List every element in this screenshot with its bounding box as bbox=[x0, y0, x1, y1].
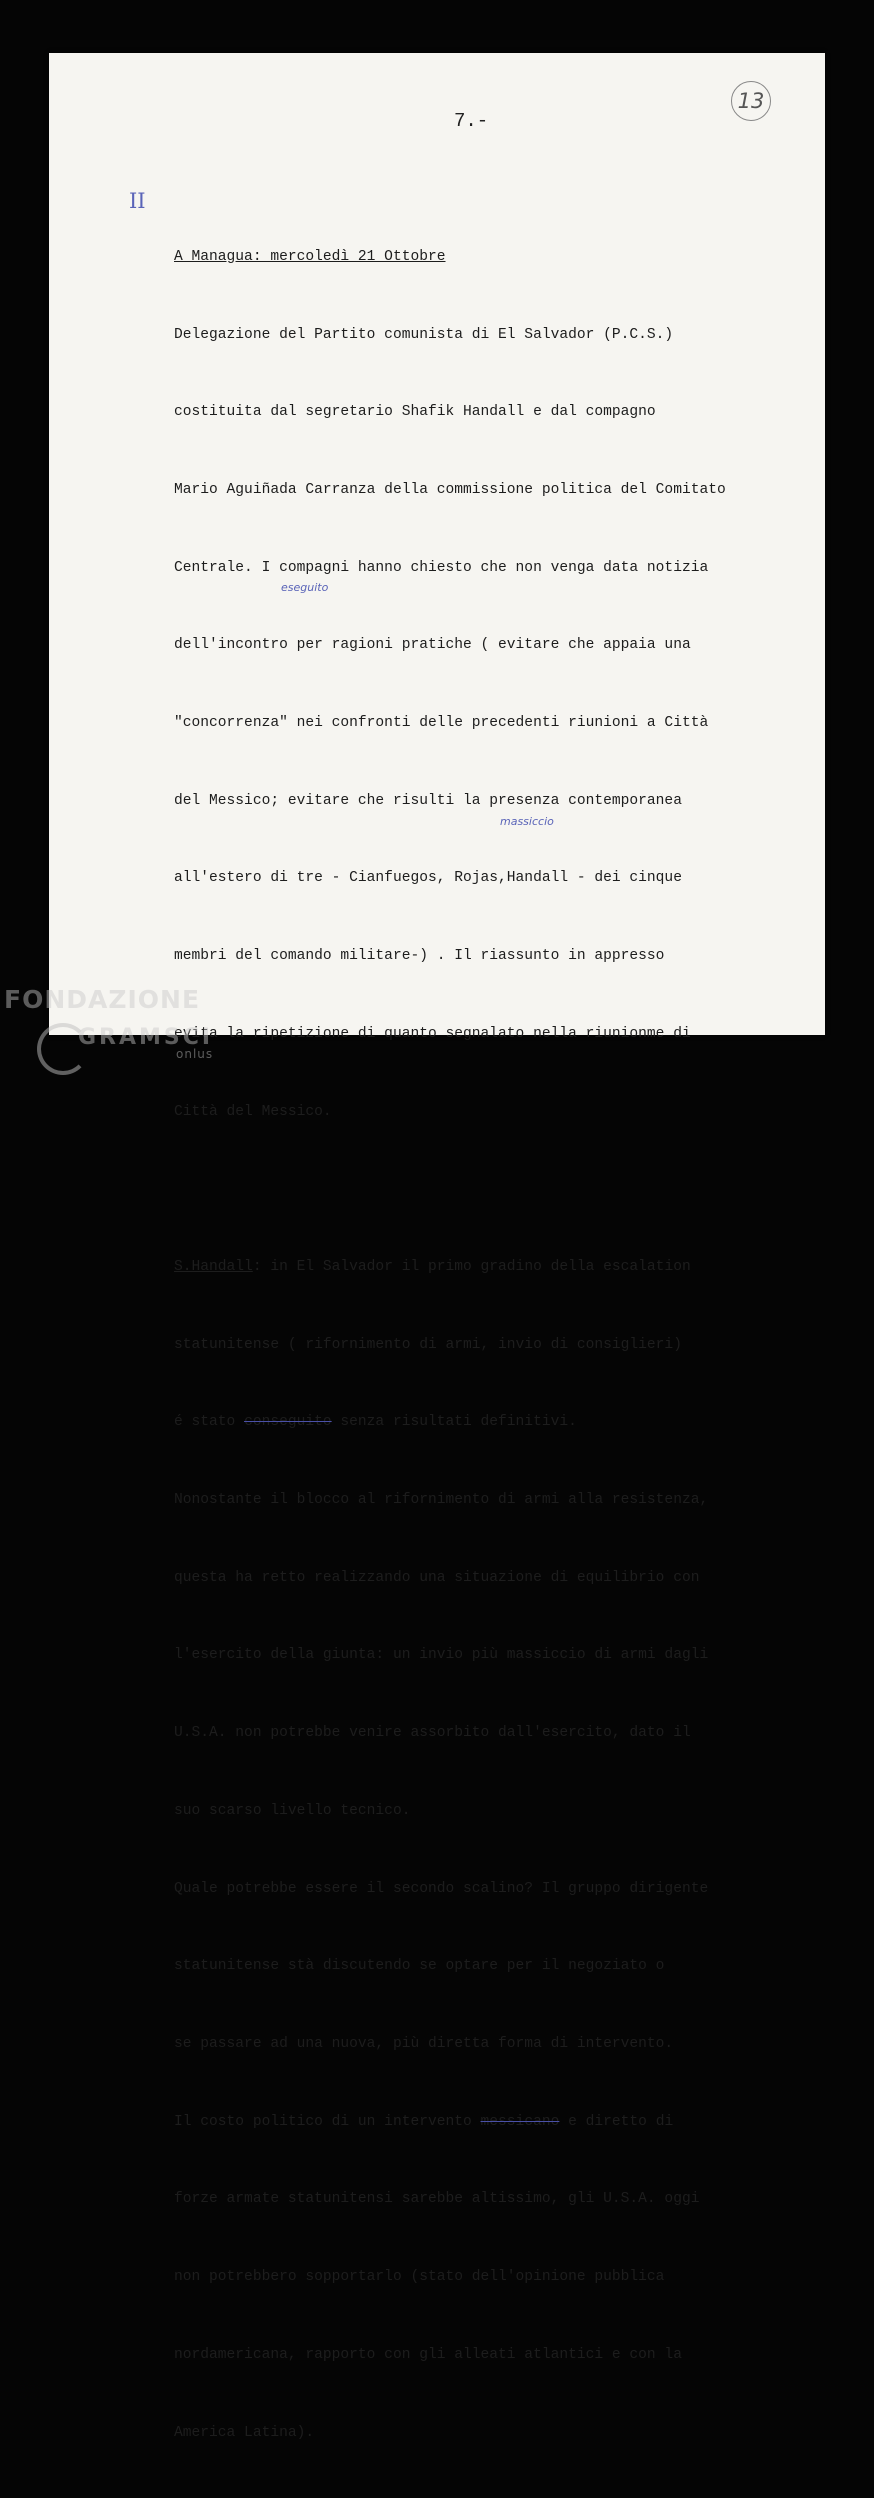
paragraph-line: nordamericana, rapporto con gli alleati atlantici e con la bbox=[174, 2346, 682, 2363]
paragraph-line: se passare ad una nuova, più diretta forma di intervento. bbox=[174, 2035, 674, 2052]
watermark-subtitle: GRAMSCI bbox=[78, 1025, 214, 1050]
paragraph-line: statunitense ( rifornimento di armi, invio di consiglieri) bbox=[174, 1336, 682, 1353]
paragraph-line: "concorrenza" nei confronti delle precedenti riunioni a Città bbox=[174, 715, 709, 732]
paragraph-line: l'esercito della giunta: un invio più massiccio di armi dagli bbox=[174, 1647, 709, 1664]
paragraph-line: Il costo politico di un intervento messicano e diretto di bbox=[174, 2113, 674, 2130]
section-mark: II bbox=[129, 189, 146, 213]
paragraph-line: evita la ripetizione di quanto segnalato nella riunionme di bbox=[174, 1025, 691, 1042]
typed-text-body bbox=[174, 193, 794, 2498]
watermark-onlus: onlus bbox=[176, 1047, 214, 1061]
paragraph-line: questa ha retto realizzando una situazione di equilibrio con bbox=[174, 1569, 700, 1586]
paragraph-line: membri del comando militare-) . Il riassunto in appresso bbox=[174, 948, 665, 965]
paragraph-line: Centrale. I compagni hanno chiesto che non venga data notizia bbox=[174, 559, 709, 576]
paragraph-line: Quale potrebbe essere il secondo scalino? Il gruppo dirigente bbox=[174, 1880, 709, 1897]
paragraph-line: dell'incontro per ragioni pratiche ( evitare che appaia una bbox=[174, 637, 691, 654]
paragraph-line: America Latina). bbox=[174, 2424, 315, 2441]
paragraph-line: Mario Aguiñada Carranza della commissione politica del Comitato bbox=[174, 481, 726, 498]
struck-word: messicano bbox=[480, 2113, 560, 2130]
paragraph-line: suo scarso livello tecnico. bbox=[174, 1802, 411, 1819]
circled-page-number: 13 bbox=[731, 81, 771, 121]
watermark-title: FONDAZIONE bbox=[4, 985, 201, 1014]
fondazione-gramsci-watermark bbox=[4, 985, 214, 1061]
paragraph-line: S.Handall: in El Salvador il primo gradino della escalation bbox=[174, 1258, 691, 1275]
handwritten-correction-eseguito: eseguito bbox=[281, 581, 329, 594]
paragraph-line: Delegazione del Partito comunista di El Salvador (P.C.S.) bbox=[174, 326, 674, 343]
paragraph-line: all'estero di tre - Cianfuegos, Rojas,Handall - dei cinque bbox=[174, 870, 682, 887]
paragraph-line: forze armate statunitensi sarebbe altissimo, gli U.S.A. oggi bbox=[174, 2191, 700, 2208]
paragraph-gap bbox=[174, 1177, 794, 1203]
paragraph-line: é stato conseguito senza risultati definitivi. bbox=[174, 1414, 577, 1431]
section-heading: A Managua: mercoledì 21 Ottobre bbox=[174, 248, 446, 265]
struck-word: conseguito bbox=[244, 1414, 332, 1431]
speaker-name: S.Handall bbox=[174, 1258, 253, 1275]
paragraph-line: costituita dal segretario Shafik Handall e dal compagno bbox=[174, 404, 656, 421]
paragraph-line: U.S.A. non potrebbe venire assorbito dall'esercito, dato il bbox=[174, 1725, 691, 1742]
paragraph-line: statunitense stà discutendo se optare per il negoziato o bbox=[174, 1958, 665, 1975]
handwritten-correction-massiccio: massiccio bbox=[500, 815, 554, 828]
typed-page-number: 7.- bbox=[454, 110, 489, 132]
paragraph-line: del Messico; evitare che risulti la presenza contemporanea bbox=[174, 792, 682, 809]
paragraph-line: non potrebbero sopportarlo (stato dell'opinione pubblica bbox=[174, 2269, 665, 2286]
paragraph-line: Città del Messico. bbox=[174, 1103, 332, 1120]
paragraph-line: Nonostante il blocco al rifornimento di armi alla resistenza, bbox=[174, 1492, 709, 1509]
